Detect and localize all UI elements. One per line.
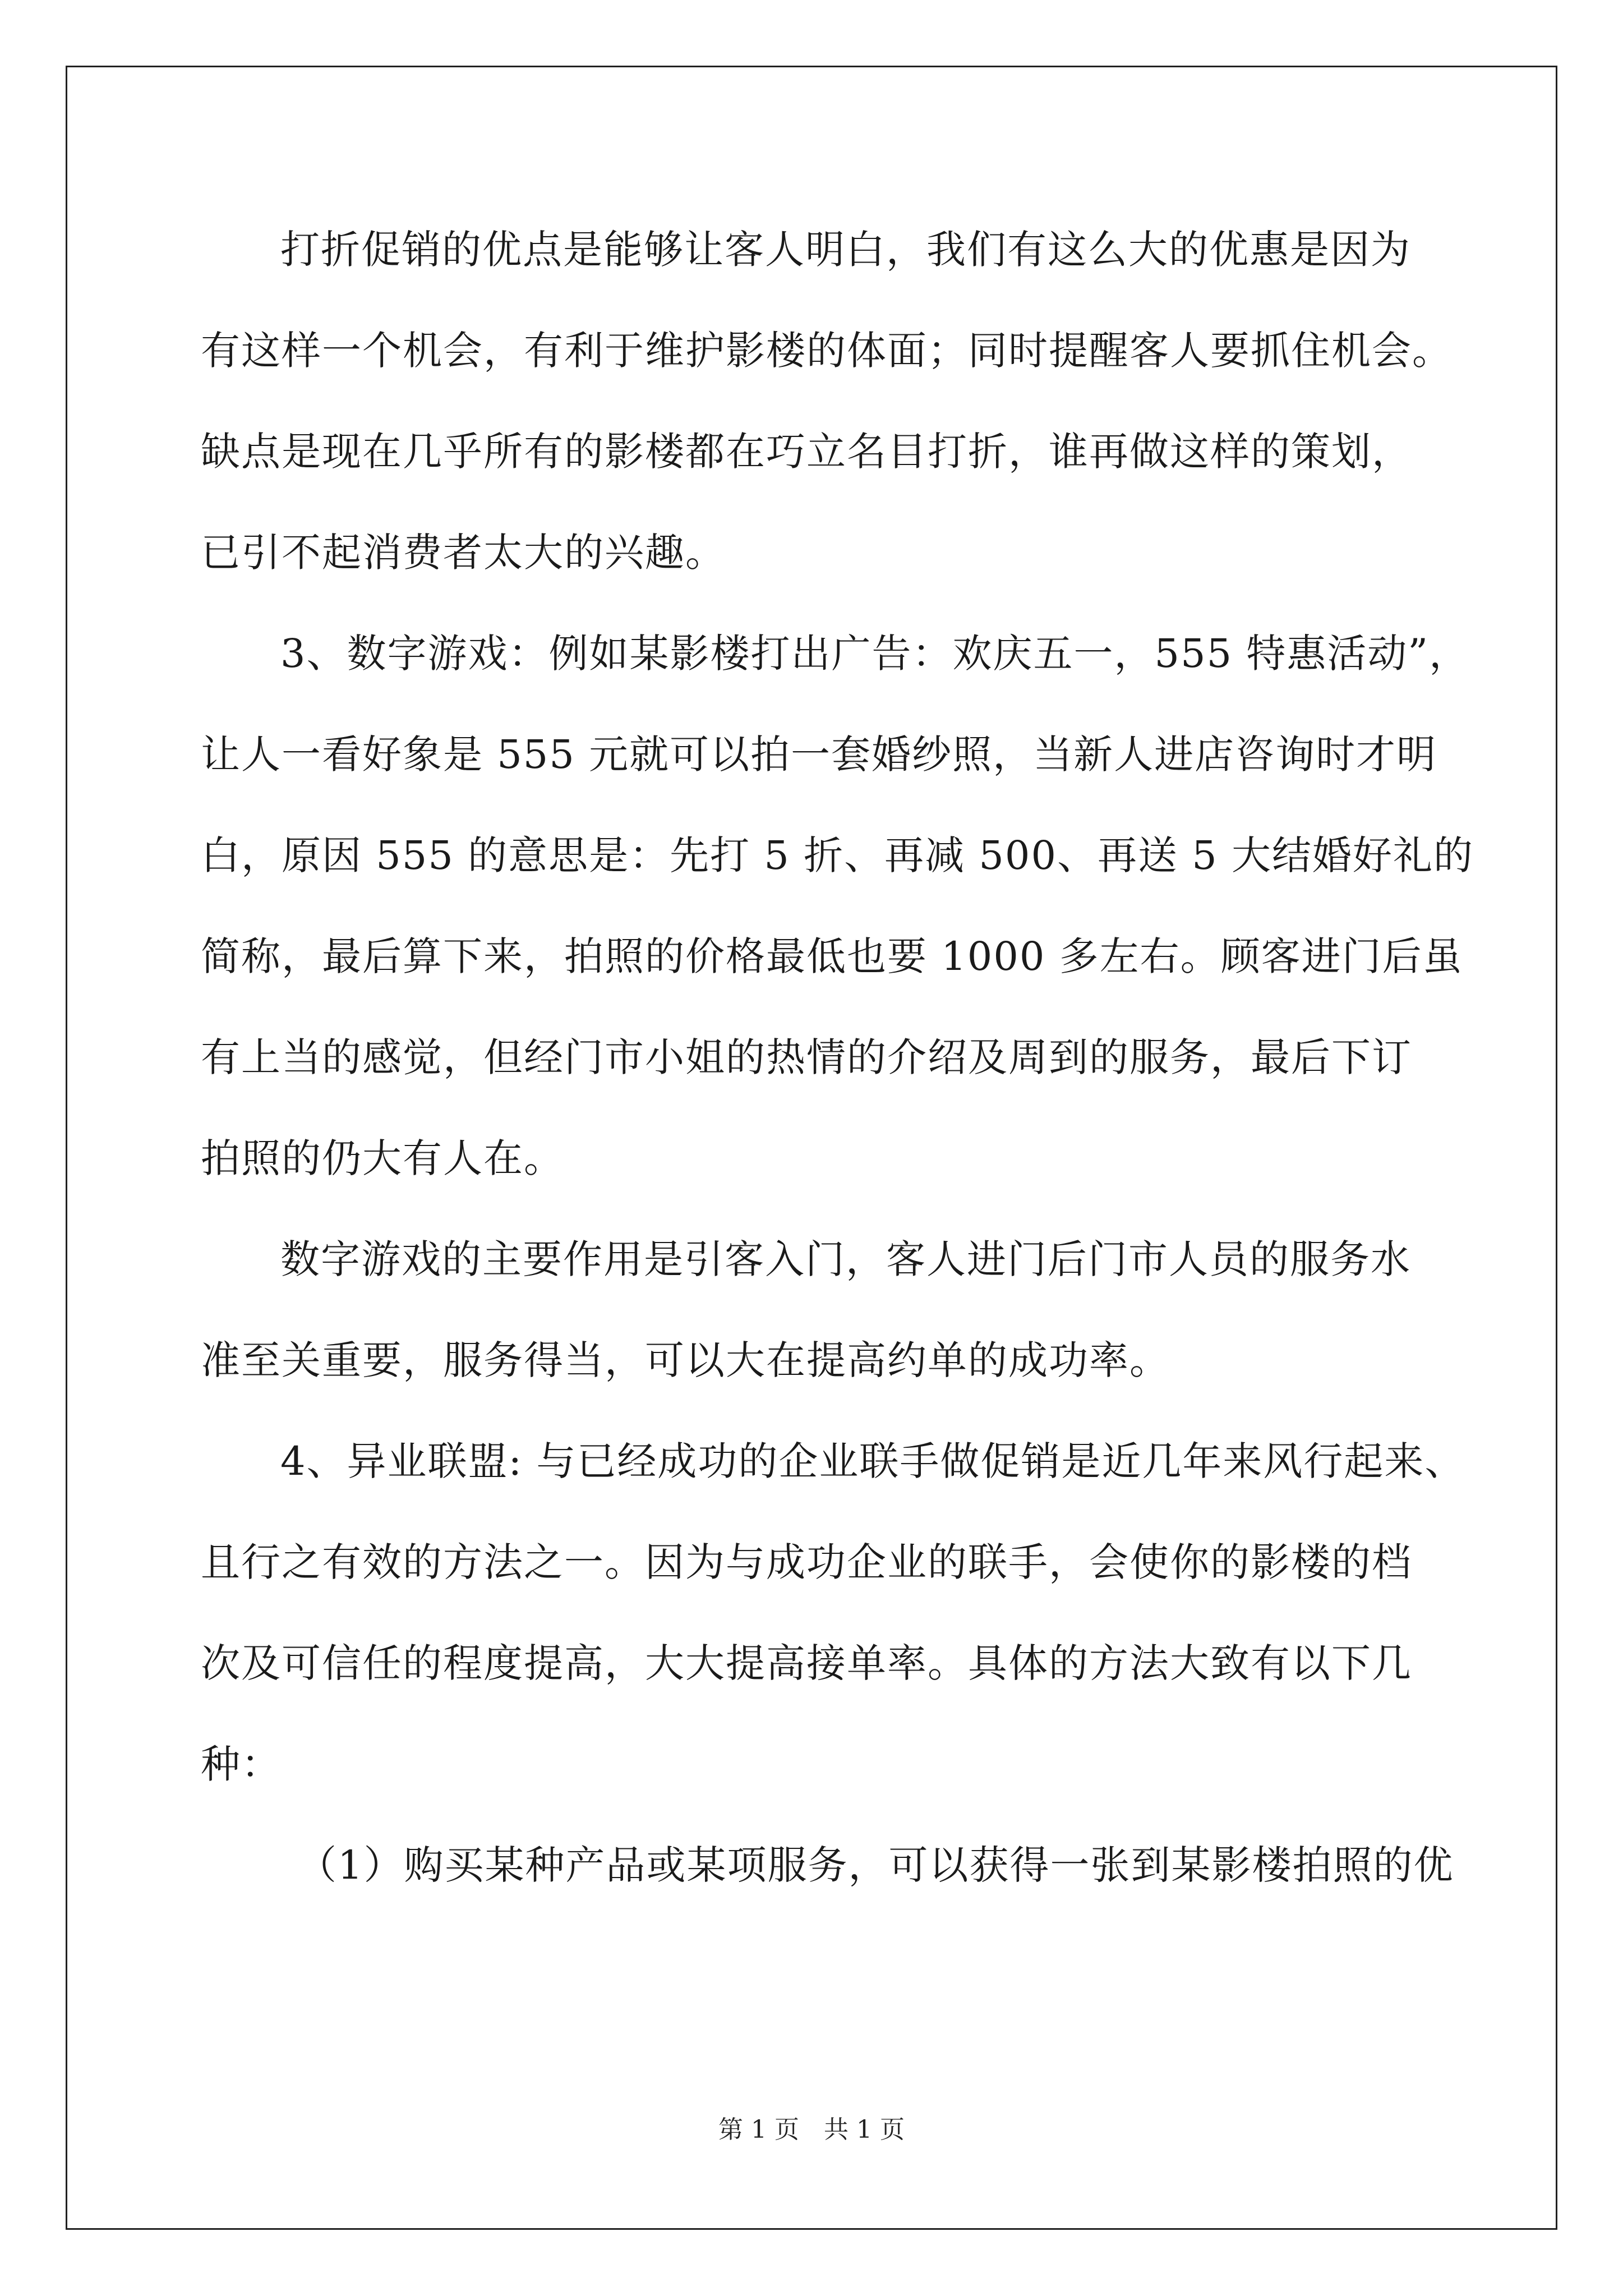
paragraph-2-line-2: 让人一看好象是 555 元就可以拍一套婚纱照，当新人进店咨询时才明 — [201, 731, 1437, 777]
paragraph-2-line-5: 有上当的感觉，但经门市小姐的热情的介绍及周到的服务，最后下订 — [201, 1034, 1412, 1080]
paragraph-1-line-1: 打折促销的优点是能够让客人明白，我们有这么大的优惠是因为 — [280, 227, 1411, 273]
paragraph-2-line-3: 白，原因 555 的意思是：先打 5 折、再减 500、再送 5 大结婚好礼的 — [201, 832, 1474, 878]
paragraph-2-line-4: 简称，最后算下来，拍照的价格最低也要 1000 多左右。顾客进门后虽 — [201, 933, 1463, 979]
paragraph-2-line-1: 3、数字游戏：例如某影楼打出广告：欢庆五一，555 特惠活动”， — [280, 631, 1470, 677]
paragraph-5-line-1: （1）购买某种产品或某项服务，可以获得一张到某影楼拍照的优 — [297, 1842, 1454, 1888]
paragraph-4-line-2: 且行之有效的方法之一。因为与成功企业的联手，会使你的影楼的档 — [201, 1539, 1412, 1585]
paragraph-3-line-1: 数字游戏的主要作用是引客入门，客人进门后门市人员的服务水 — [280, 1236, 1411, 1282]
paragraph-4-line-1: 4、异业联盟: 与已经成功的企业联手做促销是近几年来风行起来、 — [280, 1438, 1465, 1484]
paragraph-1-line-3: 缺点是现在几乎所有的影楼都在巧立名目打折，谁再做这样的策划， — [201, 429, 1412, 475]
paragraph-3-line-2: 准至关重要，服务得当，可以大在提高约单的成功率。 — [201, 1337, 1170, 1383]
page-number-footer: 第 1 页 共 1 页 — [718, 2115, 905, 2144]
paragraph-4-line-3: 次及可信任的程度提高，大大提高接单率。具体的方法大致有以下几 — [201, 1640, 1412, 1686]
paragraph-1-line-2: 有这样一个机会，有利于维护影楼的体面；同时提醒客人要抓住机会。 — [201, 328, 1453, 374]
paragraph-1-line-4: 已引不起消费者太大的兴趣。 — [201, 530, 726, 576]
paragraph-2-line-6: 拍照的仍大有人在。 — [201, 1135, 564, 1181]
paragraph-4-line-4: 种： — [201, 1741, 282, 1787]
